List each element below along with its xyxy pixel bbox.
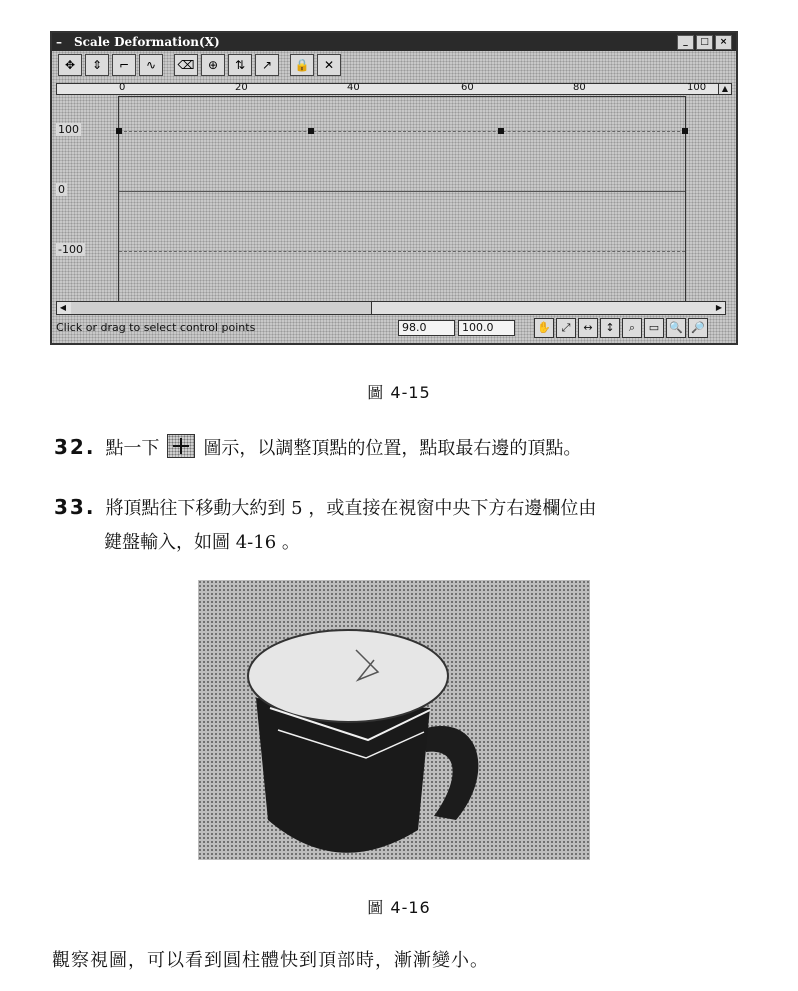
move-control-point-icon[interactable]: ✥ (58, 54, 82, 76)
ruler-label: 40 (347, 82, 360, 93)
close-button[interactable]: × (715, 35, 732, 50)
step-text-continued: 鍵盤輸入，如圖 4-16 。 (104, 532, 300, 553)
step-text: 將頂點往下移動大約到 5 ，或直接在視窗中央下方右邊欄位由 (105, 498, 597, 519)
step-number: 33. (54, 495, 96, 519)
ruler-label: 0 (119, 82, 126, 93)
step-33 (54, 492, 774, 560)
zoom-out-icon[interactable]: 🔎 (688, 318, 708, 338)
grid-line (119, 251, 685, 252)
insert-bezier-point-icon[interactable]: ∿ (139, 54, 163, 76)
ruler-label: 20 (235, 82, 248, 93)
figure-caption-4-15: 圖 4-15 (367, 383, 431, 402)
minimize-button[interactable]: _ (677, 35, 694, 50)
scrollbar-thumb[interactable] (71, 302, 372, 314)
figure-caption-4-16: 圖 4-16 (367, 898, 431, 917)
scroll-right-icon[interactable]: ▶ (715, 303, 723, 312)
zoom-in-icon[interactable]: 🔍 (666, 318, 686, 338)
curve-graph[interactable] (118, 96, 686, 303)
scale-deformation-window (50, 31, 738, 345)
zoom-region-icon[interactable]: ▭ (644, 318, 664, 338)
frame-ruler[interactable] (56, 83, 726, 95)
control-point[interactable] (308, 128, 314, 134)
curve-line (119, 131, 685, 132)
delete-point-icon[interactable]: ⌫ (174, 54, 198, 76)
control-point[interactable] (498, 128, 504, 134)
step-text: 點一下 (105, 438, 160, 459)
title-bar[interactable] (52, 33, 736, 51)
view-navigation-buttons (534, 318, 708, 338)
scroll-left-icon[interactable]: ◀ (59, 303, 67, 312)
maximize-button[interactable]: □ (696, 35, 713, 50)
scale-point-icon[interactable]: ⇕ (85, 54, 109, 76)
zoom-icon[interactable]: ⌕ (622, 318, 642, 338)
swap-curves-icon[interactable]: ↗ (255, 54, 279, 76)
y-axis-label: -100 (58, 243, 83, 256)
ruler-label: 80 (573, 82, 586, 93)
system-menu-icon[interactable]: – (56, 35, 62, 49)
make-symmetrical-icon[interactable]: ⇅ (228, 54, 252, 76)
control-point[interactable] (682, 128, 688, 134)
observation-paragraph: 觀察視圖，可以看到圓柱體快到頂部時，漸漸變小。 (52, 950, 489, 971)
zero-line (119, 191, 685, 192)
window-title: Scale Deformation(X) (74, 35, 220, 49)
step-text: 圖示，以調整頂點的位置，點取最右邊的頂點。 (203, 438, 582, 459)
step-32 (54, 432, 774, 466)
pan-icon[interactable]: ✋ (534, 318, 554, 338)
lock-icon[interactable]: 🔒 (290, 54, 314, 76)
insert-corner-point-icon[interactable]: ⌐ (112, 54, 136, 76)
ruler-scroll-arrow[interactable]: ▲ (718, 83, 732, 95)
y-axis-label: 0 (58, 183, 65, 196)
ruler-label: 100 (687, 82, 707, 93)
step-number: 32. (54, 435, 96, 459)
amount-value-field[interactable]: 100.0 (458, 320, 515, 336)
delete-control-icon[interactable]: ✕ (317, 54, 341, 76)
viewport-render-image (198, 580, 590, 860)
zoom-vertical-icon[interactable]: ↕ (600, 318, 620, 338)
ruler-label: 60 (461, 82, 474, 93)
curve-toolbar (58, 54, 341, 80)
zoom-horizontal-icon[interactable]: ↔ (578, 318, 598, 338)
control-point[interactable] (116, 128, 122, 134)
reset-curve-icon[interactable]: ⊕ (201, 54, 225, 76)
mug-render-illustration (198, 580, 590, 860)
move-point-toolbar-icon (167, 434, 195, 458)
zoom-extents-icon[interactable]: ⤢ (556, 318, 576, 338)
y-axis-label: 100 (58, 123, 79, 136)
frame-value-field[interactable]: 98.0 (398, 320, 455, 336)
horizontal-scrollbar[interactable] (56, 301, 726, 315)
status-text: Click or drag to select control points (56, 321, 256, 334)
